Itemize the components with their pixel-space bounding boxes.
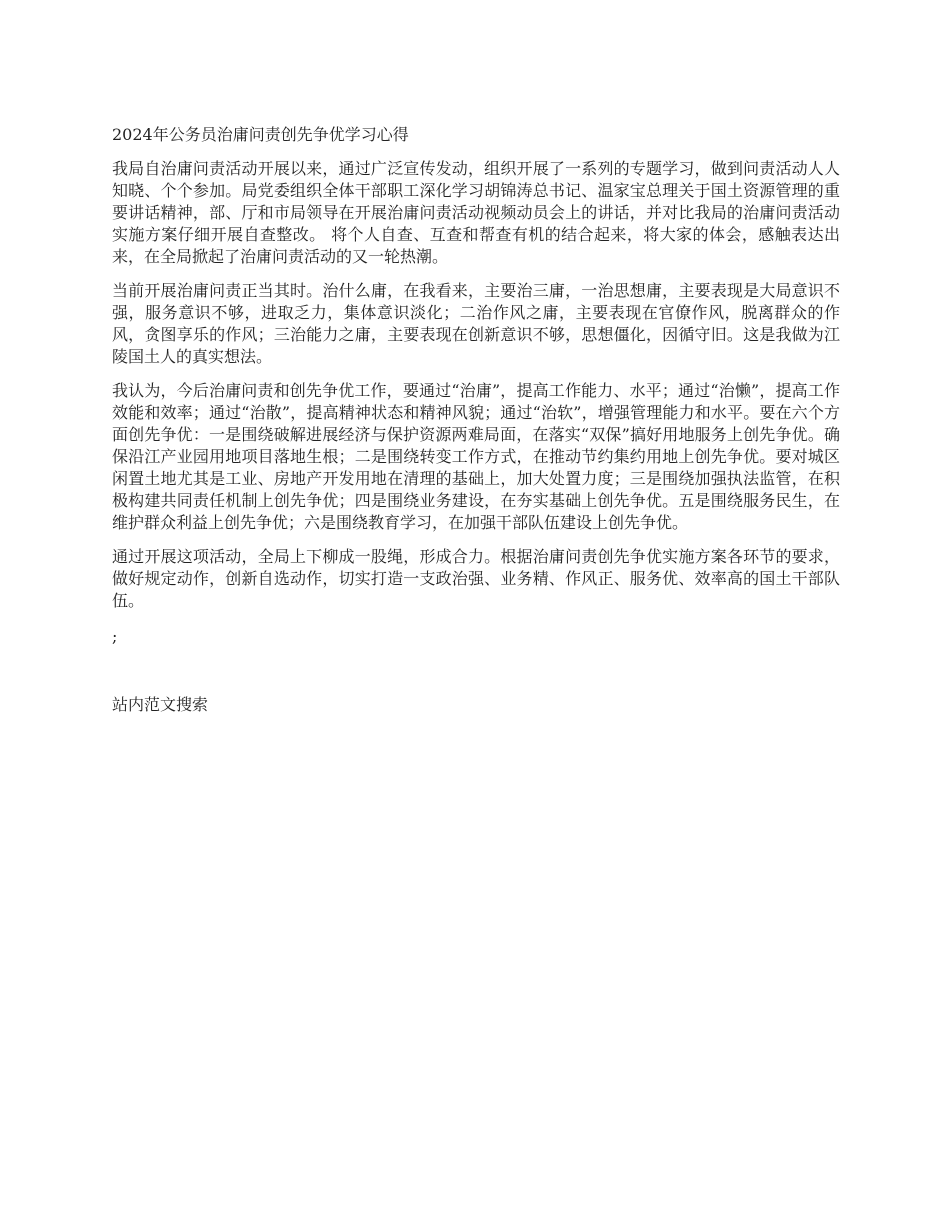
paragraph-3: 我认为，今后治庸问责和创先争优工作，要通过“治庸”，提高工作能力、水平；通过“治懒”，提高工作效能和效率；通过“治散”，提高精神状态和精神风貌；通过“治软”，增强管理能力和水平。要在六个方面创先争优：一是围绕破解进展经济与保护资源两难局面，在落实“双保”搞好用地服务上创先争优。确保沿江产业园用地项目落地生根；二是围绕转变工作方式，在推动节约集约用地上创先争优。要对城区闲置土地尤其是工业、房地产开发用地在清理的基础上，加大处置力度；三是围绕加强执法监管，在积极构建共同责任机制上创先争优；四是围绕业务建设，在夯实基础上创先争优。五是围绕服务民生，在维护群众利益上创先争优；六是围绕教育学习，在加强干部队伍建设上创先争优。 — [112, 381, 840, 532]
paragraph-1: 我局自治庸问责活动开展以来，通过广泛宣传发动，组织开展了一系列的专题学习，做到问责活动人人知晓、个个参加。局党委组织全体干部职工深化学习胡锦涛总书记、温家宝总理关于国土资源管理的重要讲话精神，部、厅和市局领导在开展治庸问责活动视频动员会上的讲话，并对比我局的治庸问责活动实施方案仔细开展自查整改。 将个人自查、互查和帮查有机的结合起来，将大家的体会，感触表达出来，在全局掀起了治庸问责活动的又一轮热潮。 — [112, 159, 840, 266]
document-title: 2024年公务员治庸问责创先争优学习心得 — [112, 125, 409, 144]
paragraph-4: 通过开展这项活动，全局上下柳成一股绳，形成合力。根据治庸问责创先争优实施方案各环节的要求，做好规定动作，创新自选动作，切实打造一支政治强、业务精、作风正、服务优、效率高的国土干部队伍。 — [112, 547, 840, 610]
separator-mark: ; — [112, 627, 118, 646]
document-page — [112, 124, 840, 716]
paragraph-2: 当前开展治庸问责正当其时。治什么庸，在我看来，主要治三庸，一治思想庸，主要表现是大局意识不强，服务意识不够，进取乏力，集体意识淡化；二治作风之庸，主要表现在官僚作风，脱离群众的作风，贪图享乐的作风；三治能力之庸，主要表现在创新意识不够，思想僵化，因循守旧。这是我做为江陵国土人的真实想法。 — [112, 281, 840, 366]
site-search-link[interactable]: 站内范文搜索 — [112, 695, 209, 714]
